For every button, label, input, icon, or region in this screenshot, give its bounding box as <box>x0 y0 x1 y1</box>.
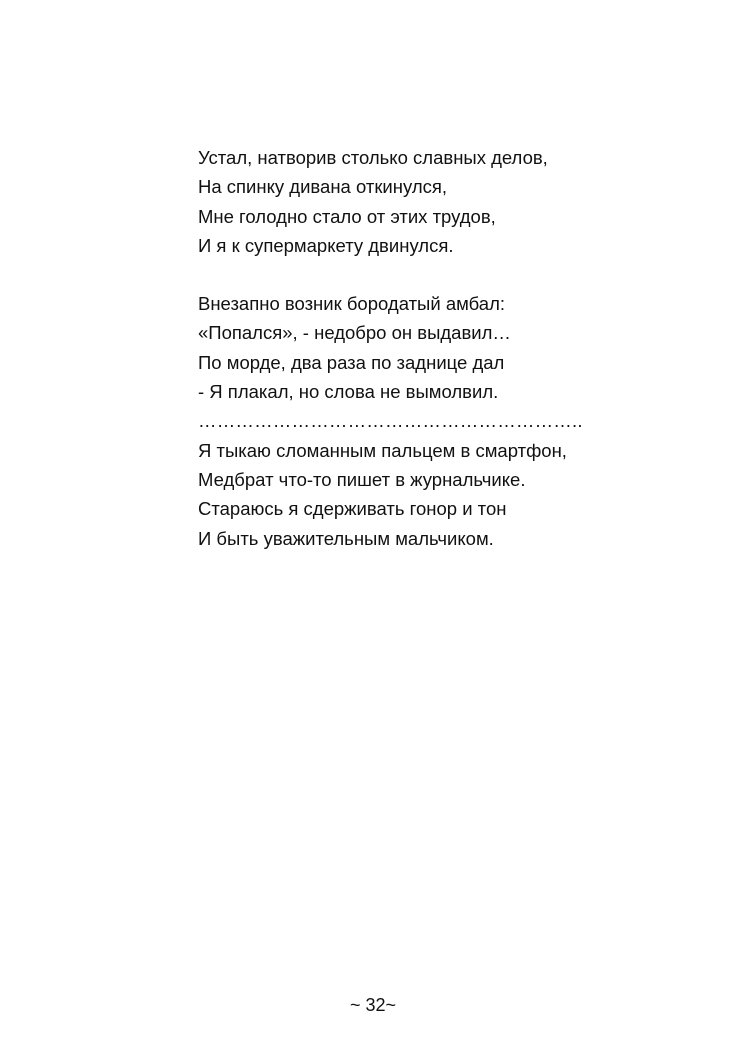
stanza-3 <box>198 436 638 553</box>
stanza-1 <box>198 143 638 260</box>
poem-body <box>198 143 638 553</box>
poem-line: И я к супермаркету двинулся. <box>198 234 454 256</box>
poem-line: Я тыкаю сломанным пальцем в смартфон, <box>198 439 567 461</box>
poem-line: И быть уважительным мальчиком. <box>198 527 494 549</box>
poem-line: Медбрат что-то пишет в журнальчике. <box>198 468 526 490</box>
stanza-2 <box>198 289 638 406</box>
poem-line: На спинку дивана откинулся, <box>198 176 448 198</box>
dotted-separator: …………………………………………………….. <box>198 410 583 432</box>
stanza-gap <box>198 260 638 289</box>
poem-line: Мне голодно стало от этих трудов, <box>198 205 496 227</box>
page-number: ~ 32~ <box>349 995 397 1015</box>
poem-line: Стараюсь я сдерживать гонор и тон <box>198 498 507 520</box>
poem-line: По морде, два раза по заднице дал <box>198 351 505 373</box>
poem-line: - Я плакал, но слова не вымолвил. <box>198 381 499 403</box>
poem-line: Внезапно возник бородатый амбал: <box>198 293 506 315</box>
poem-line: «Попался», - недобро он выдавил… <box>198 322 511 344</box>
poem-line: Устал, натворив столько славных делов, <box>198 147 548 168</box>
